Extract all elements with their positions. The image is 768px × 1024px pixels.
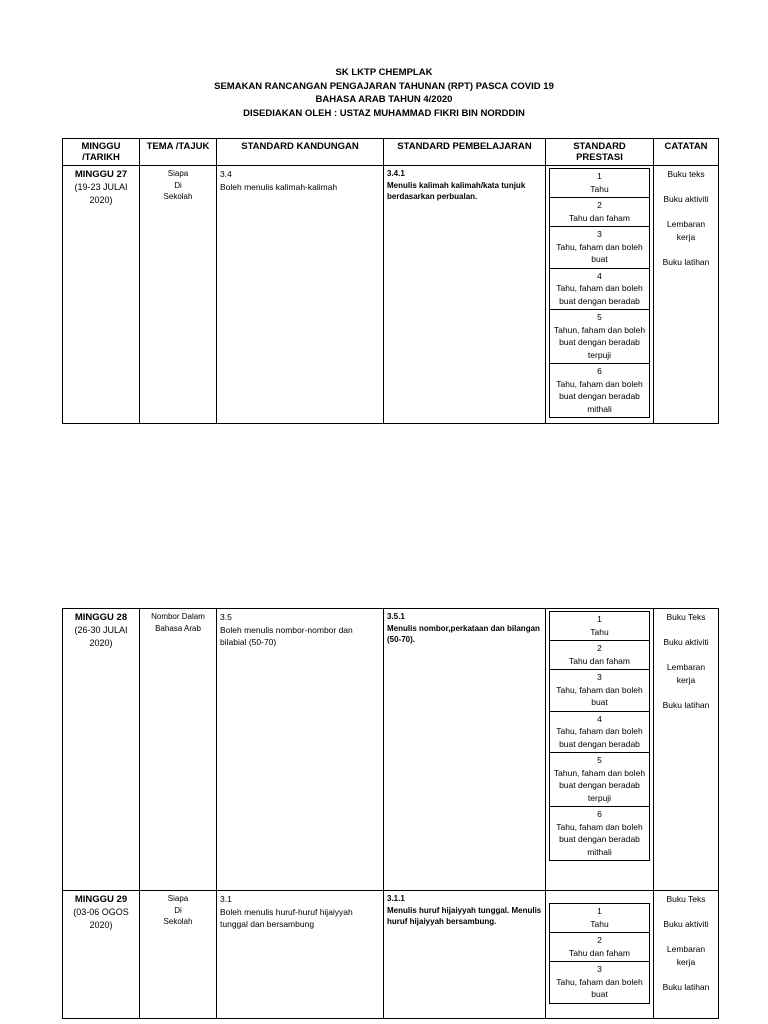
tema-line: Bahasa Arab [155,623,201,633]
table-row [63,166,719,424]
sk-text: Boleh menulis kalimah-kalimah [220,181,338,192]
document-header [0,66,768,120]
tema-line: Di [174,905,182,915]
subject-line: BAHASA ARAB TAHUN 4/2020 [315,94,453,105]
sk-code: 3.4 [220,169,232,179]
catatan-item: Buku aktiviti [663,194,709,204]
standard-prestasi-cell [546,891,654,1019]
level-box: 5 Tahun, faham dan boleh buat dengan beradab terpuji [550,753,650,807]
tema-line: Nombor Dalam [151,612,205,621]
level-box: 2 Tahu dan faham [550,198,650,227]
prepared-by: DISEDIAKAN OLEH : USTAZ MUHAMMAD FIKRI BIN NORDDIN [243,107,525,119]
week-date: (19-23 JULAI 2020) [74,182,128,205]
table-row [63,891,719,1019]
level-box: 3 Tahu, faham dan boleh buat [550,962,650,1004]
catatan-item: Buku aktiviti [663,637,709,647]
level-box: 1 Tahu [550,169,650,198]
level-box: 3 Tahu, faham dan boleh buat [550,227,650,269]
level-box: 1 Tahu [550,904,650,933]
tema-line: Sekolah [163,917,193,927]
standard-pembelajaran-cell [384,891,546,1019]
standard-kandungan-cell [217,891,384,1019]
level-box: 3 Tahu, faham dan boleh buat [550,670,650,712]
catatan-cell [654,609,719,891]
col-header-prestasi: STANDARD PRESTASI [546,139,654,166]
week-cell [63,166,140,424]
tema-line: Di [174,180,182,190]
sk-text: Boleh menulis huruf-huruf hijaiyyah tunggal dan bersambung [220,906,353,930]
tema-cell [140,891,217,1019]
level-box: 2 Tahu dan faham [550,641,650,670]
col-header-catatan: CATATAN [654,139,719,166]
level-box: 4 Tahu, faham dan boleh buat dengan beradab [550,711,650,753]
week-date: (03-06 OGOS 2020) [73,907,129,931]
sk-code: 3.5 [220,612,232,622]
standard-prestasi-cell [546,609,654,891]
standard-pembelajaran-cell [384,166,546,424]
standard-prestasi-cell [546,166,654,424]
col-header-kandungan: STANDARD KANDUNGAN [217,139,384,166]
week-cell [63,891,140,1019]
catatan-item: Buku latihan [662,257,710,267]
document-title: SEMAKAN RANCANGAN PENGAJARAN TAHUNAN (RPT) PASCA COVID 19 [214,80,554,92]
sp-text: Menulis nombor,perkataan dan bilangan (50-70). [387,623,540,644]
catatan-item: Lembaran kerja [666,944,706,968]
level-box: 1 Tahu [550,612,650,641]
level-box: 6 Tahu, faham dan boleh buat dengan beradab mithali [550,364,650,418]
prestasi-levels [549,168,650,418]
col-header-pembelajaran: STANDARD PEMBELAJARAN [384,139,546,166]
school-name: SK LKTP CHEMPLAK [335,67,433,78]
sk-code: 3.1 [220,894,232,905]
catatan-item: Buku teks [667,169,705,179]
catatan-item: Buku Teks [666,894,706,905]
week-label: MINGGU 27 [74,169,128,180]
level-box: 5 Tahun, faham dan boleh buat dengan beradab terpuji [550,310,650,364]
tema-line: Siapa [167,894,189,904]
week-cell [63,609,140,891]
tema-line: Siapa [167,169,189,178]
catatan-item: Buku aktiviti [663,919,709,930]
prestasi-levels [549,903,650,1004]
catatan-item: Lembaran kerja [666,219,706,242]
catatan-cell [654,166,719,424]
sp-code: 3.1.1 [387,894,405,904]
col-header-minggu: MINGGU /TARIKH [63,139,140,166]
table-row [63,609,719,891]
rpt-table-1 [62,138,719,424]
level-box: 2 Tahu dan faham [550,933,650,962]
level-box: 4 Tahu, faham dan boleh buat dengan beradab [550,268,650,310]
prestasi-levels [549,611,650,861]
tema-cell [140,609,217,891]
tema-cell [140,166,217,424]
catatan-cell [654,891,719,1019]
tema-line: Sekolah [163,192,193,201]
week-label: MINGGU 29 [74,894,128,906]
standard-kandungan-cell [217,166,384,424]
sp-code: 3.4.1 [387,169,405,178]
week-date: (26-30 JULAI 2020) [74,625,128,648]
level-box: 6 Tahu, faham dan boleh buat dengan beradab mithali [550,807,650,861]
catatan-item: Lembaran kerja [666,662,706,685]
table-header-row [63,139,719,166]
col-header-tema: TEMA /TAJUK [140,139,217,166]
sp-code: 3.5.1 [387,612,405,621]
week-label: MINGGU 28 [74,612,128,623]
catatan-item: Buku Teks [666,612,706,622]
catatan-item: Buku latihan [662,700,710,710]
sp-text: Menulis kalimah kalimah/kata tunjuk berdasarkan perbualan. [387,180,526,201]
standard-pembelajaran-cell [384,609,546,891]
catatan-item: Buku latihan [662,982,710,993]
sk-text: Boleh menulis nombor-nombor dan bilabial (50-70) [220,624,353,647]
rpt-table-2 [62,608,719,1019]
standard-kandungan-cell [217,609,384,891]
sp-text: Menulis huruf hijaiyyah tunggal. Menulis huruf hijaiyyah bersambung. [387,905,542,927]
